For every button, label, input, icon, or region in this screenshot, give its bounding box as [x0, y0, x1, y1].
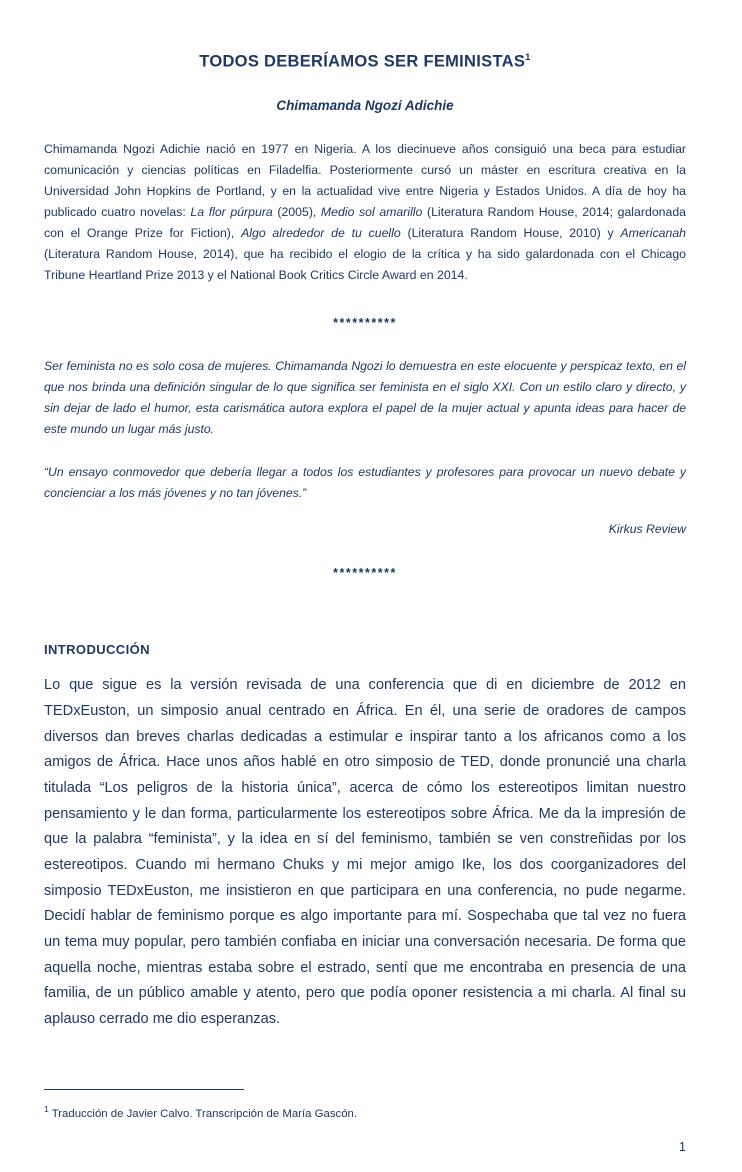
bio-segment-3: (Literatura Random House, 2014; galardonada con el Orange Prize for Fiction), — [44, 204, 687, 241]
bio-book-title-2: Medio sol amarillo — [320, 204, 423, 219]
bio-book-title-1: La flor púrpura — [190, 204, 273, 219]
bio-segment-4: (Literatura Random House, 2010) y — [400, 226, 621, 241]
footnote-text: Traducción de Javier Calvo. Transcripción de María Gascón. — [48, 1108, 358, 1120]
page-number: 1 — [679, 1140, 686, 1154]
bio-segment-5: (Literatura Random House, 2014), que ha recibido el elogio de la crítica y ha sido galardonada con el Chicago Tribune Heartland Prize 2013 y el National Book Critics Circle Award en 2014. — [44, 247, 686, 283]
book-blurb: Ser feminista no es solo cosa de mujeres. Chimamanda Ngozi lo demuestra en este elocuente y perspicaz texto, en el que nos brinda una definición singular de lo que significa ser feminista en el siglo XXI. Con un estilo claro y directo, y sin dejar de lado el humor, esta carismática autora explora el papel de la mujer actual y apunta ideas para hacer de este mundo un lugar más justo. — [44, 359, 686, 437]
title-footnote-marker: 1 — [525, 52, 531, 63]
section-divider-first: ********** — [333, 316, 397, 331]
footnote-marker: 1 — [44, 1104, 49, 1115]
page-title — [44, 52, 686, 72]
review-attribution: Kirkus Review — [608, 522, 686, 537]
author-name: Chimamanda Ngozi Adichie — [276, 97, 454, 113]
bio-segment-2: (2005), — [272, 204, 321, 219]
footnote-separator — [44, 1089, 244, 1090]
introduction-paragraph: Lo que sigue es la versión revisada de una conferencia que di en diciembre de 2012 en TEDxEuston, un simposio anual centrado en África. En él, una serie de oradores de campos diversos dan breves charlas dedicadas a estimular e inspirar tanto a los africanos como a los amigos de África. Hace unos años hablé en otro simposio de TED, donde pronuncié una charla titulada “Los peligros de la historia única”, acerca de cómo los estereotipos limitan nuestro pensamiento y le dan forma, particularmente los estereotipos sobre África. Me da la impresión de que la palabra “feminista”, y la idea en sí del feminismo, también se ven constreñidas por los estereotipos. Cuando mi hermano Chuks y mi mejor amigo Ike, los dos coorganizadores del simposio TEDxEuston, me insistieron en que participara en una conferencia, no pude negarme. Decidí hablar de feminismo porque es algo importante para mí. Sospechaba que tal vez no fuera un tema muy popular, pero también confiaba en iniciar una conversación necesaria. De forma que aquella noche, mientras estaba sobre el estrado, sentí que me encontraba en presencia de una familia, de un público amable y atento, pero que podía oponer resistencia a mi charla. Al final su aplauso cerrado me dio esperanzas. — [44, 677, 686, 1028]
bio-book-title-4: Americanah — [620, 226, 686, 241]
page-title-text: TODOS DEBERÍAMOS SER FEMINISTAS — [199, 52, 526, 71]
section-divider-second: ********** — [333, 566, 397, 581]
section-heading-introduccion: INTRODUCCIÓN — [44, 642, 150, 658]
author-bio — [44, 139, 686, 287]
footnote — [44, 1104, 357, 1120]
bio-segment-1: Chimamanda Ngozi Adichie nació en 1977 en Nigeria. A los diecinueve años consiguió una beca para estudiar comunicación y ciencias políticas en Filadelfia. Posteriormente cursó un máster en escritura creativa en la Universidad John Hopkins de Portland, y en la actualidad vive entre Nigeria y Estados Unidos. A día de hoy ha publicado cuatro novelas: — [44, 141, 686, 219]
review-quote: “Un ensayo conmovedor que debería llegar a todos los estudiantes y profesores para provocar un nuevo debate y concienciar a los más jóvenes y no tan jóvenes.” — [44, 465, 686, 501]
bio-book-title-3: Algo alrededor de tu cuello — [241, 226, 401, 241]
